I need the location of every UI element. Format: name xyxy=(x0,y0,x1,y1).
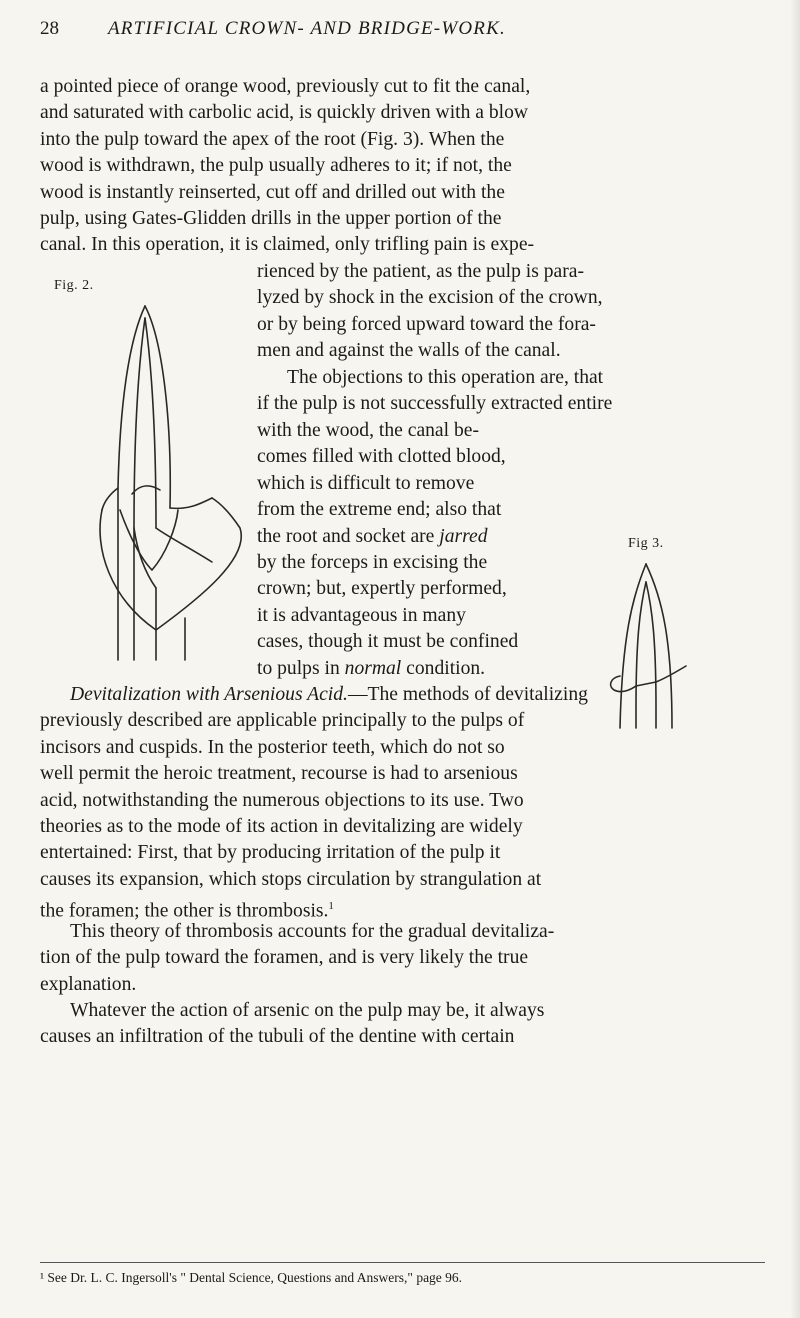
footnote: ¹ See Dr. L. C. Ingersoll's " Dental Science, Questions and Answers," page 96. xyxy=(40,1270,463,1285)
root-outline xyxy=(646,564,672,728)
running-title: ARTIFICIAL CROWN- AND BRIDGE-WORK. xyxy=(108,18,506,39)
pulp-chamber xyxy=(120,510,178,570)
text-line: cases, though it must be confined xyxy=(257,631,519,653)
text-line: entertained: First, that by producing irritation of the pulp it xyxy=(40,842,501,864)
text-line: tion of the pulp toward the foramen, and is very likely the true xyxy=(40,947,529,969)
text-line: if the pulp is not successfully extracted entire xyxy=(257,393,613,415)
crown-inner xyxy=(156,528,212,562)
section-heading: Devitalization with Arsenious Acid. xyxy=(70,684,348,705)
root-outline xyxy=(620,564,646,728)
pulp-canal xyxy=(134,318,145,660)
text-line: and saturated with carbolic acid, is quickly driven with a blow xyxy=(40,102,529,124)
text-line: lyzed by shock in the excision of the crown, xyxy=(257,287,603,309)
italic-word: jarred xyxy=(439,525,488,547)
crown-outline xyxy=(100,498,241,630)
text-line: from the extreme end; also that xyxy=(257,499,502,521)
text-run: condition. xyxy=(401,657,486,679)
pulp-canal xyxy=(145,318,156,528)
root-outline xyxy=(145,306,170,508)
text-line: theories as to the mode of its action in devitalizing are widely xyxy=(40,816,523,838)
text-line: previously described are applicable principally to the pulps of xyxy=(40,710,525,732)
text-run: the foramen; the other is thrombosis. xyxy=(40,900,329,922)
text-line: Whatever the action of arsenic on the pulp may be, it always xyxy=(70,1000,545,1021)
italic-word: normal xyxy=(344,657,402,679)
wood-plug xyxy=(636,582,646,728)
text-line: incisors and cuspids. In the posterior teeth, which do not so xyxy=(40,736,505,758)
text-line: pulp, using Gates-Glidden drills in the upper portion of the xyxy=(40,208,502,230)
text-line: acid, notwithstanding the numerous objections to its use. Two xyxy=(40,789,524,811)
text-line: This theory of thrombosis accounts for the gradual devitaliza- xyxy=(70,921,555,942)
text-line: a pointed piece of orange wood, previously cut to fit the canal, xyxy=(40,76,531,97)
figure-2-label: Fig. 2. xyxy=(54,278,94,293)
text-line: canal. In this operation, it is claimed, only trifling pain is expe- xyxy=(40,234,535,256)
figure-2-tooth-illustration xyxy=(90,298,260,660)
text-line: or by being forced upward toward the fora- xyxy=(257,313,596,335)
figure-3-label: Fig 3. xyxy=(628,536,664,551)
crown-shoulder xyxy=(102,488,118,510)
footnote-divider xyxy=(40,1262,765,1263)
paragraph-2 xyxy=(257,365,762,418)
paragraph-5 xyxy=(40,998,762,1051)
text-line: comes filled with clotted blood, xyxy=(257,446,506,468)
text-line: The objections to this operation are, that xyxy=(287,367,604,388)
text-line: explanation. xyxy=(40,973,137,995)
page-number: 28 xyxy=(40,18,59,39)
paragraph-1-continued xyxy=(257,259,762,365)
crown-inner xyxy=(134,528,156,588)
crown-shoulder xyxy=(170,498,212,508)
text-line: men and against the walls of the canal. xyxy=(257,340,561,362)
text-line: crown; but, expertly performed, xyxy=(257,578,507,600)
text-run: to pulps in xyxy=(257,657,345,679)
text-line: by the forceps in excising the xyxy=(257,552,488,574)
paragraph-2-narrow xyxy=(257,418,607,682)
collar xyxy=(636,682,656,686)
text-line: which is difficult to remove xyxy=(257,472,475,494)
text-line: with the wood, the canal be- xyxy=(257,420,479,441)
figure-3-tooth-illustration xyxy=(596,558,706,728)
paragraph-4 xyxy=(40,919,762,998)
text-line: causes an infiltration of the tubuli of the dentine with certain xyxy=(40,1026,515,1048)
text-line: causes its expansion, which stops circulation by strangulation at xyxy=(40,868,542,890)
wood-plug xyxy=(646,582,656,728)
text-line: wood is instantly reinserted, cut off and drilled out with the xyxy=(40,181,505,203)
text-line: well permit the heroic treatment, recourse is had to arsenious xyxy=(40,763,518,785)
text-line xyxy=(257,656,607,682)
text-line: wood is withdrawn, the pulp usually adheres to it; if not, the xyxy=(40,155,512,177)
text-run: the root and socket are xyxy=(257,525,440,547)
collar xyxy=(611,676,636,692)
text-run: —The methods of devitalizing xyxy=(347,684,588,705)
text-line: rienced by the patient, as the pulp is para- xyxy=(257,261,584,282)
paragraph-1 xyxy=(40,74,762,259)
text-line: into the pulp toward the apex of the root (Fig. 3). When the xyxy=(40,128,505,150)
text-line: it is advantageous in many xyxy=(257,604,466,626)
text-line xyxy=(257,524,607,550)
footnote-marker: 1 xyxy=(328,900,334,913)
page-edge-shadow xyxy=(790,0,800,1318)
